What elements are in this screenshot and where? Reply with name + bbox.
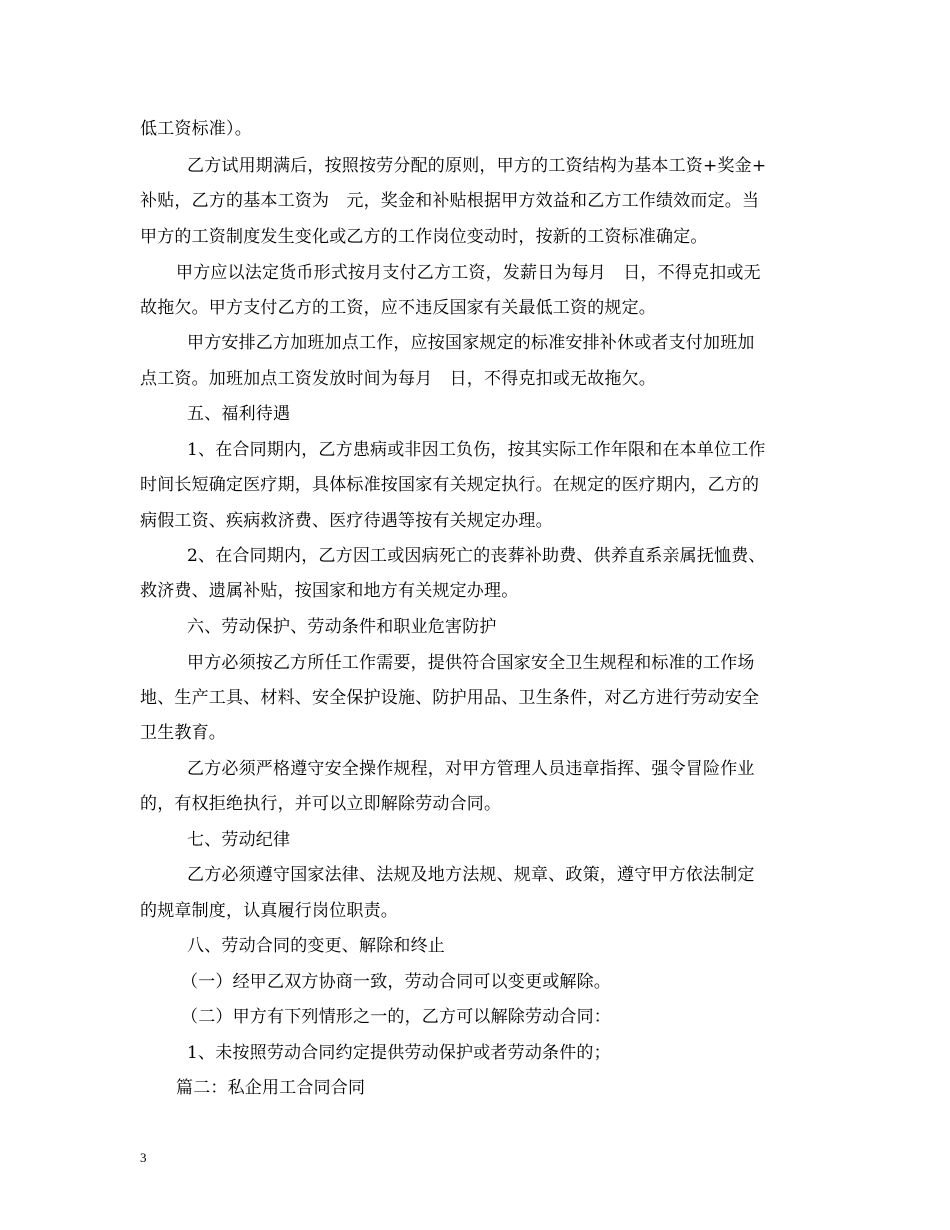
- text-line: 的，有权拒绝执行，并可以立即解除劳动合同。: [140, 794, 502, 814]
- text-line: 地、生产工具、材料、安全保护设施、防护用品、卫生条件，对乙方进行劳动安全: [140, 688, 760, 708]
- text-line: 补贴，乙方的基本工资为 元，奖金和补贴根据甲方效益和乙方工作绩效而定。当: [140, 191, 760, 211]
- text-line: 1、未按照劳动合同约定提供劳动保护或者劳动条件的；: [187, 1043, 611, 1063]
- text-line: 乙方必须严格遵守安全操作规程，对甲方管理人员违章指挥、强令冒险作业: [187, 759, 755, 779]
- page-number: 3: [140, 1150, 147, 1165]
- text-line: 点工资。加班加点工资发放时间为每月 日，不得克扣或无故拖欠。: [140, 369, 656, 389]
- text-line: 1、在合同期内，乙方患病或非因工负伤，按其实际工作年限和在本单位工作: [187, 440, 766, 460]
- text-line: 甲方应以法定货币形式按月支付乙方工资，发薪日为每月 日，不得克扣或无: [176, 263, 761, 283]
- text-line: 甲方的工资制度发生变化或乙方的工作岗位变动时，按新的工资标准确定。: [140, 227, 708, 247]
- section-heading: 七、劳动纪律: [187, 830, 291, 850]
- text-line: （一）经甲乙双方协商一致，劳动合同可以变更或解除。: [181, 972, 611, 992]
- text-line: 病假工资、疾病救济费、医疗待遇等按有关规定办理。: [140, 511, 553, 531]
- text-line: 乙方试用期满后，按照按劳分配的原则，甲方的工资结构为基本工资+奖金+: [187, 156, 767, 176]
- text-line: 乙方必须遵守国家法律、法规及地方法规、规章、政策，遵守甲方依法制定: [187, 865, 755, 885]
- section-heading: 八、劳动合同的变更、解除和终止: [187, 936, 445, 956]
- text-line: 故拖欠。甲方支付乙方的工资，应不违反国家有关最低工资的规定。: [140, 298, 656, 318]
- text-line: 甲方必须按乙方所任工作需要，提供符合国家安全卫生规程和标准的工作场: [187, 653, 755, 673]
- text-line: 卫生教育。: [140, 723, 226, 743]
- text-line: 甲方安排乙方加班加点工作，应按国家规定的标准安排补休或者支付加班加: [187, 333, 755, 353]
- text-line: 救济费、遗属补贴，按国家和地方有关规定办理。: [140, 581, 519, 601]
- text-line: 时间长短确定医疗期，具体标准按国家有关规定执行。在规定的医疗期内，乙方的: [140, 475, 760, 495]
- text-line: 2、在合同期内，乙方因工或因病死亡的丧葬补助费、供养直系亲属抚恤费、: [187, 546, 766, 566]
- text-line: 低工资标准）。: [140, 119, 252, 139]
- text-line: 的规章制度，认真履行岗位职责。: [140, 901, 398, 921]
- section-heading: 篇二：私企用工合同合同: [176, 1078, 366, 1098]
- section-heading: 六、劳动保护、劳动条件和职业危害防护: [187, 617, 497, 637]
- text-line: （二）甲方有下列情形之一的，乙方可以解除劳动合同：: [181, 1007, 611, 1027]
- section-heading: 五、福利待遇: [187, 404, 291, 424]
